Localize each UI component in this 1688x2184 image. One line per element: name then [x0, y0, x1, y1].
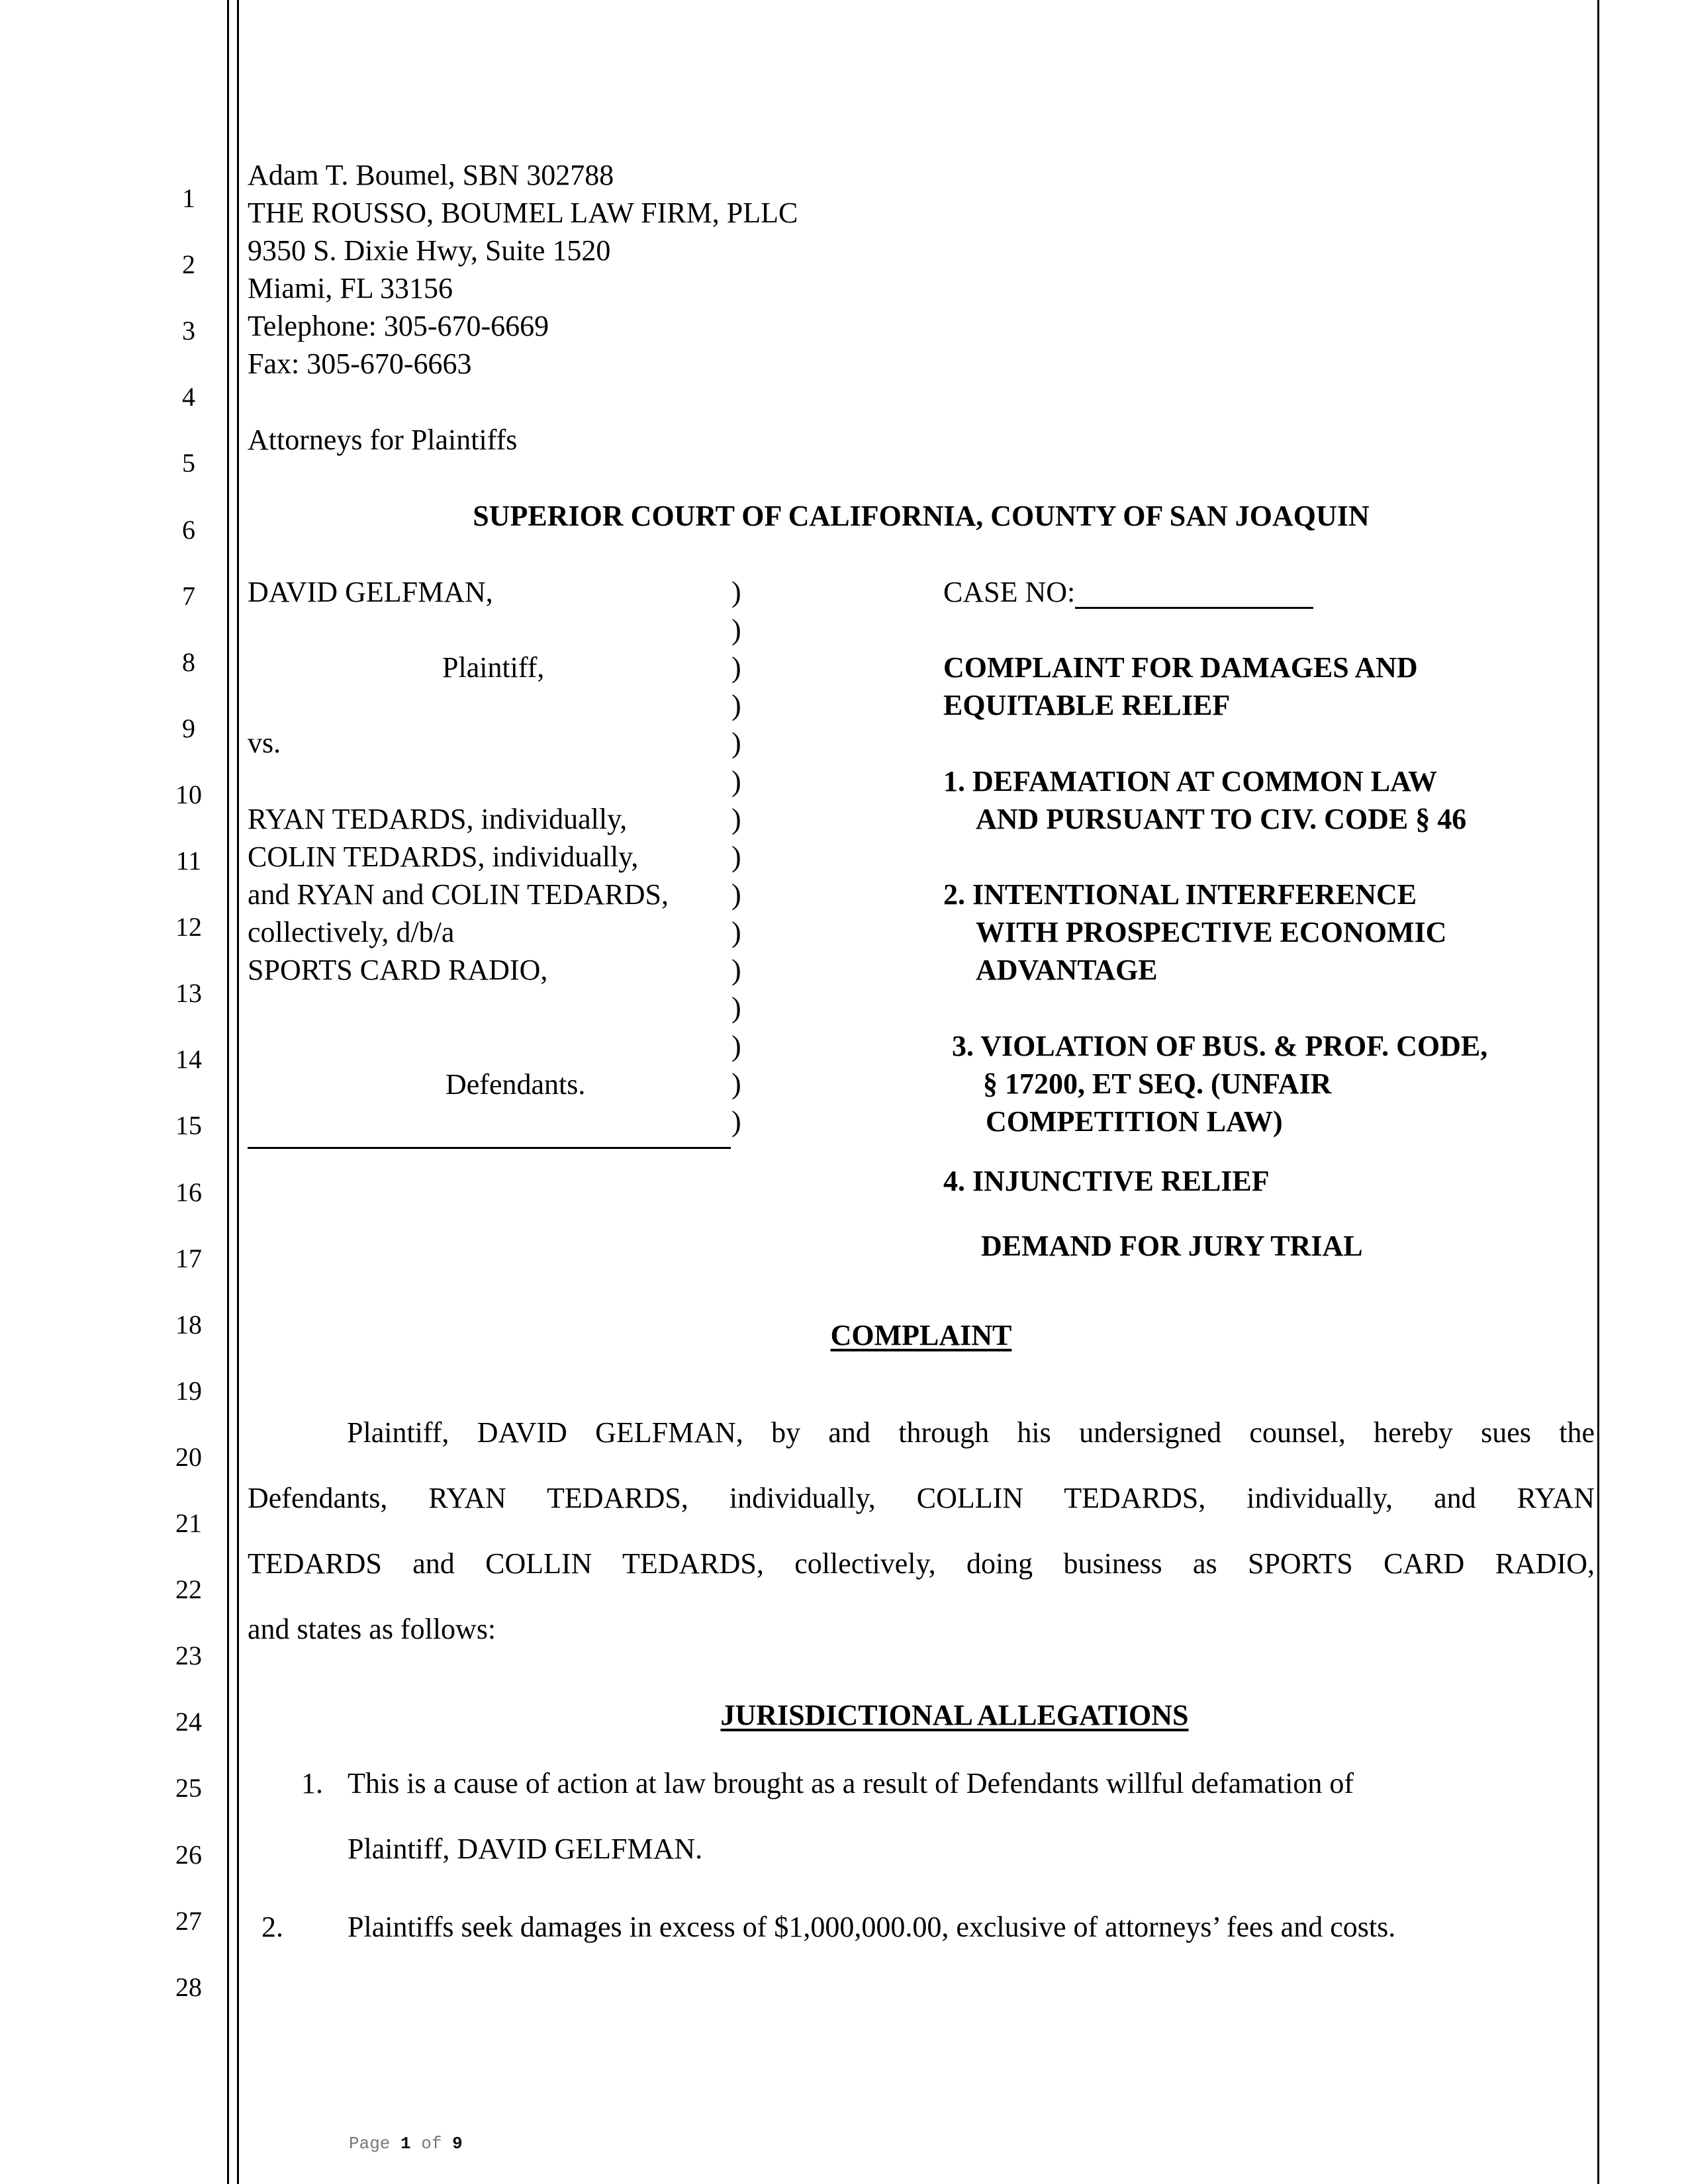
case-number — [943, 576, 1313, 609]
line-number: 3 — [182, 316, 195, 346]
defendant-line: RYAN TEDARDS, individually, — [248, 803, 628, 835]
allegation-number: 1. — [301, 1767, 323, 1799]
paragraph-line: Defendants, RYAN TEDARDS, individually, COLLIN TEDARDS, individually, and RYAN — [248, 1482, 1595, 1514]
law-firm-name: THE ROUSSO, BOUMEL LAW FIRM, PLLC — [248, 197, 798, 229]
caption-paren: ) — [731, 651, 741, 684]
line-number: 27 — [175, 1905, 202, 1936]
line-number: 17 — [175, 1243, 202, 1273]
line-number: 8 — [182, 647, 195, 677]
cause-of-action-2-cont: ADVANTAGE — [976, 954, 1158, 986]
line-number: 16 — [175, 1177, 202, 1207]
allegation-text: Plaintiffs seek damages in excess of $1,000,000.00, exclusive of attorneys’ fees and costs. — [348, 1911, 1396, 1943]
complaint-title: COMPLAINT — [830, 1319, 1012, 1351]
caption-paren: ) — [731, 1030, 741, 1062]
telephone: Telephone: 305-670-6669 — [248, 310, 549, 342]
line-number: 28 — [175, 1972, 202, 2002]
paragraph-line: and states as follows: — [248, 1613, 496, 1645]
caption-paren: ) — [731, 614, 741, 646]
line-number: 23 — [175, 1641, 202, 1671]
page-label: Page — [349, 2134, 391, 2154]
line-number: 13 — [175, 978, 202, 1009]
defendants-label: Defendants. — [445, 1068, 586, 1101]
address-line-1: 9350 S. Dixie Hwy, Suite 1520 — [248, 234, 611, 267]
document-title-line-2: EQUITABLE RELIEF — [943, 689, 1231, 721]
line-number: 1 — [182, 183, 195, 213]
case-number-blank — [1075, 580, 1313, 609]
line-number: 19 — [175, 1375, 202, 1406]
caption-paren: ) — [731, 841, 741, 873]
attorney-name: Adam T. Boumel, SBN 302788 — [248, 159, 614, 191]
left-margin-rule-outer — [227, 0, 229, 2184]
page-footer — [349, 2134, 463, 2154]
right-margin-rule — [1597, 0, 1599, 2184]
defendant-line: and RYAN and COLIN TEDARDS, — [248, 878, 669, 911]
line-number: 24 — [175, 1707, 202, 1737]
caption-bottom-rule — [248, 1147, 731, 1149]
jury-demand: DEMAND FOR JURY TRIAL — [981, 1230, 1363, 1262]
line-number: 21 — [175, 1508, 202, 1538]
cause-of-action-3-cont: COMPETITION LAW) — [986, 1105, 1283, 1138]
case-number-label: CASE NO: — [943, 576, 1076, 608]
defendant-line: collectively, d/b/a — [248, 916, 455, 948]
paragraph-line: Plaintiff, DAVID GELFMAN, by and through his undersigned counsel, hereby sues the — [347, 1416, 1595, 1449]
line-number: 6 — [182, 514, 195, 545]
line-number: 9 — [182, 713, 195, 743]
caption-paren: ) — [731, 576, 741, 608]
caption-paren: ) — [731, 689, 741, 721]
caption-paren: ) — [731, 803, 741, 835]
court-heading: SUPERIOR COURT OF CALIFORNIA, COUNTY OF SAN JOAQUIN — [473, 500, 1370, 532]
left-margin-rule-inner — [237, 0, 239, 2184]
defendant-line: COLIN TEDARDS, individually, — [248, 841, 639, 873]
line-number: 4 — [182, 382, 195, 412]
caption-paren: ) — [731, 1105, 741, 1138]
line-number: 5 — [182, 448, 195, 478]
allegation-text: This is a cause of action at law brought as a result of Defendants willful defamation of — [348, 1767, 1354, 1799]
defendant-line: SPORTS CARD RADIO, — [248, 954, 548, 986]
line-number: 14 — [175, 1044, 202, 1075]
cause-of-action-1: 1. DEFAMATION AT COMMON LAW — [943, 765, 1437, 797]
fax: Fax: 305-670-6663 — [248, 347, 472, 380]
cause-of-action-2: 2. INTENTIONAL INTERFERENCE — [943, 878, 1417, 911]
cause-of-action-3-cont: § 17200, ET SEQ. (UNFAIR — [983, 1068, 1332, 1100]
line-number: 22 — [175, 1574, 202, 1605]
line-number: 26 — [175, 1839, 202, 1870]
line-number: 15 — [175, 1111, 202, 1141]
line-number: 20 — [175, 1441, 202, 1472]
caption-paren: ) — [731, 765, 741, 797]
allegation-text: Plaintiff, DAVID GELFMAN. — [348, 1833, 703, 1865]
document-title-line-1: COMPLAINT FOR DAMAGES AND — [943, 651, 1418, 684]
plaintiff-label: Plaintiff, — [442, 651, 545, 684]
caption-paren: ) — [731, 991, 741, 1024]
line-number: 18 — [175, 1309, 202, 1340]
cause-of-action-2-cont: WITH PROSPECTIVE ECONOMIC — [976, 916, 1447, 948]
line-number: 11 — [175, 846, 202, 876]
caption-paren: ) — [731, 1068, 741, 1100]
cause-of-action-3: 3. VIOLATION OF BUS. & PROF. CODE, — [952, 1030, 1488, 1062]
line-number: 10 — [175, 779, 202, 809]
caption-paren: ) — [731, 954, 741, 986]
cause-of-action-1-cont: AND PURSUANT TO CIV. CODE § 46 — [976, 803, 1467, 835]
of-label: of — [421, 2134, 442, 2154]
plaintiff-name: DAVID GELFMAN, — [248, 576, 493, 608]
caption-paren: ) — [731, 878, 741, 911]
cause-of-action-4: 4. INJUNCTIVE RELIEF — [943, 1165, 1270, 1197]
allegation-number: 2. — [261, 1911, 283, 1943]
line-number: 2 — [182, 250, 195, 280]
address-line-2: Miami, FL 33156 — [248, 272, 453, 304]
caption-paren: ) — [731, 916, 741, 948]
attorney-role: Attorneys for Plaintiffs — [248, 424, 518, 456]
line-number: 25 — [175, 1773, 202, 1803]
line-number: 12 — [175, 912, 202, 942]
paragraph-line: TEDARDS and COLLIN TEDARDS, collectively, doing business as SPORTS CARD RADIO, — [248, 1547, 1595, 1580]
page-current: 1 — [400, 2134, 411, 2154]
section-heading: JURISDICTIONAL ALLEGATIONS — [720, 1699, 1189, 1731]
line-number: 7 — [182, 580, 195, 611]
versus: vs. — [248, 727, 281, 759]
page-total: 9 — [452, 2134, 463, 2154]
caption-paren: ) — [731, 727, 741, 759]
